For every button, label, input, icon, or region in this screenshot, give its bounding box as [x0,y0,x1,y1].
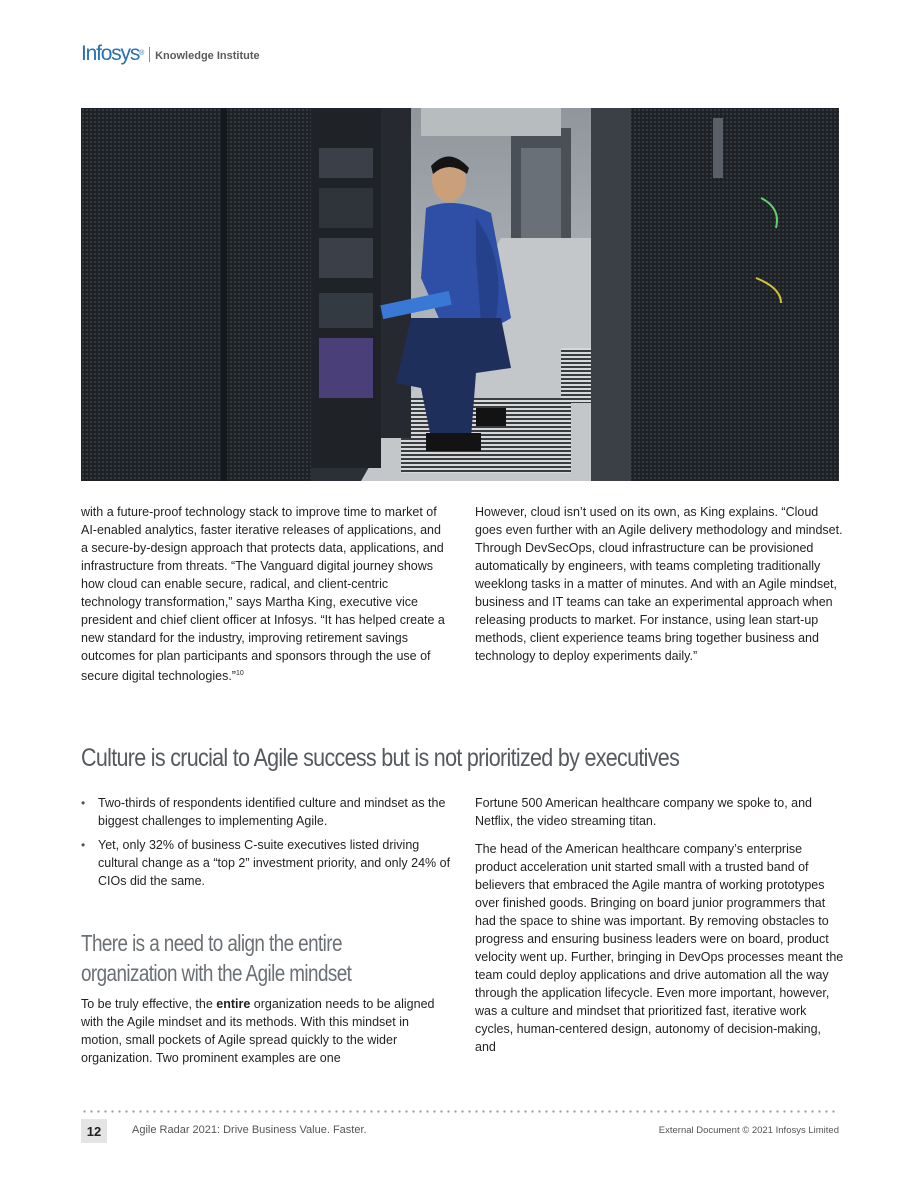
body-left-paragraph: To be truly effective, the entire organization needs to be aligned with the Agile mindset and its methods. With this mindset in motion, small pockets of Agile spread quickly to the wider organization. Two prominent examples are one [81,997,435,1065]
data-center-illustration [81,108,839,481]
body-left-column [81,995,451,1067]
intro-right-column [475,503,845,665]
infosys-logo: Infosys® [81,42,144,65]
header-subtitle: Knowledge Institute [155,50,260,62]
key-findings-list [81,794,451,896]
emphasis-entire: entire [216,997,251,1011]
intro-left-column [81,503,451,685]
footer-dotted-divider [81,1110,839,1113]
footer-copyright: External Document © 2021 Infosys Limited [658,1125,839,1136]
footnote-marker: 10 [235,670,244,677]
intro-left-paragraph: with a future-proof technology stack to improve time to market of AI-enabled analytics, faster iterative releases of applications, and a secure-by-design approach that protects data, applications, and infrastructure from threats. “The Vanguard digital journey shows how cloud can enable secure, radical, and client-centric technology transformation,” says Martha King, executive vice president and chief client officer at Infosys. “It has helped create a new standard for the industry, improving retirement savings outcomes for plan participants and sponsors through the use of secure digital technologies.”$^{10}$ [81,505,445,684]
footer-title: Agile Radar 2021: Drive Business Value. Faster. [132,1124,367,1136]
page-number: 12 [81,1119,107,1143]
list-item: • Yet, only 32% of business C-suite executives listed driving cultural change as a “top 2” investment priority, and only 24% of CIOs did the same. [81,836,451,890]
header-divider [149,47,150,62]
header [81,40,260,64]
body-right-paragraph-1: Fortune 500 American healthcare company we spoke to, and Netflix, the video streaming titan. [475,796,813,828]
list-item: • Two-thirds of respondents identified culture and mindset as the biggest challenges to implementing Agile. [81,794,451,830]
subheading: There is a need to align the entire organization with the Agile mindset [81,930,352,986]
data-center-photo [81,108,839,481]
body-right-column [475,794,845,1056]
intro-right-paragraph: However, cloud isn’t used on its own, as King explains. “Cloud goes even further with an Agile delivery methodology and mindset. Through DevSecOps, cloud infrastructure can be provisioned automatically by engineers, with teams completing traditionally weeklong tasks in a matter of minutes. And with an Agile mindset, business and IT teams can take an experimental approach when releasing products to market. For instance, using lean start-up methods, client experience teams bring together business and technology to deploy experiments daily.” [475,505,843,663]
body-right-paragraph-2: The head of the American healthcare company’s enterprise product acceleration unit started small with a trusted band of believers that embraced the Agile mantra of working prototypes over finished goods. Bringing on board junior programmers that had the space to shine was important. By removing obstacles to progress and ensuring business leaders were on board, product velocity went up. Further, bringing in DevOps processes meant the team could deploy applications and drive automation all the way through the application lifecycle. Even more important, however, was a culture and mindset that prioritized fast, iterative work cycles, human-centered design, autonomy of decision-making, and [475,842,844,1054]
section-heading: Culture is crucial to Agile success but is not prioritized by executives [81,744,680,772]
